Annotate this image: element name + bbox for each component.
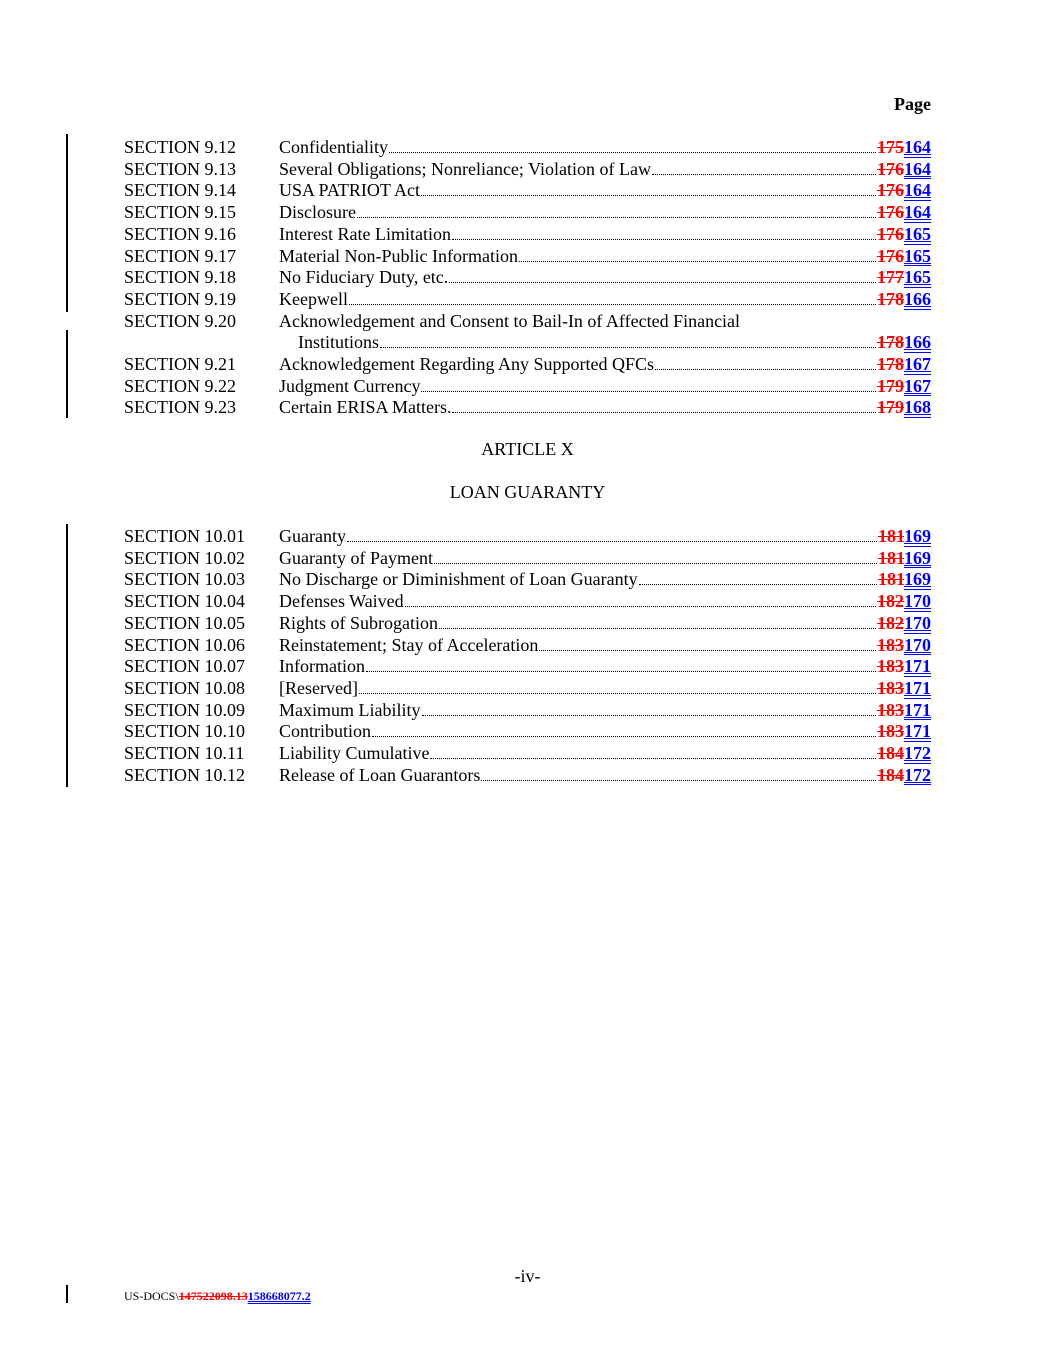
- deleted-page-number: 184: [877, 743, 904, 763]
- inserted-page-number[interactable]: 164: [904, 137, 931, 157]
- toc-page-ref[interactable]: [877, 353, 931, 375]
- section-number: SECTION 9.13: [124, 158, 236, 179]
- toc-entry[interactable]: [124, 158, 931, 180]
- toc-page-ref[interactable]: [877, 375, 931, 397]
- toc-entry-title: [279, 158, 931, 180]
- dot-leader: [421, 376, 876, 392]
- footer-old-id: 147522098.13: [178, 1289, 248, 1303]
- section-number: SECTION 10.11: [124, 743, 245, 763]
- toc-entry-title: [279, 612, 931, 634]
- inserted-page-number[interactable]: 168: [904, 397, 931, 418]
- section-number: SECTION 9.15: [124, 202, 236, 223]
- deleted-page-number: 181: [877, 547, 904, 568]
- toc-page-ref[interactable]: [878, 568, 931, 590]
- toc-title-text: Certain ERISA Matters.: [279, 397, 452, 418]
- toc-page-ref[interactable]: [877, 245, 931, 267]
- footer-prefix: US-DOCS\: [124, 1289, 179, 1303]
- toc-entry-title: [279, 699, 931, 721]
- toc-entry[interactable]: [124, 288, 931, 310]
- toc-entry-title: [279, 547, 931, 569]
- inserted-page-number[interactable]: 170: [904, 591, 931, 612]
- inserted-page-number[interactable]: 171: [904, 656, 931, 677]
- toc-title-text: Keepwell: [279, 288, 348, 309]
- section-number: SECTION 10.10: [124, 721, 245, 742]
- dot-leader: [481, 765, 876, 781]
- section-number: SECTION 10.06: [124, 634, 245, 655]
- toc-title-text: Liability Cumulative: [279, 743, 430, 763]
- toc-page-ref[interactable]: [878, 547, 931, 569]
- deleted-page-number: 183: [877, 721, 904, 742]
- toc-entry-continuation[interactable]: [124, 331, 931, 353]
- toc-entry-title: [279, 245, 931, 267]
- inserted-page-number[interactable]: 165: [904, 223, 931, 244]
- inserted-page-number[interactable]: 169: [904, 547, 931, 568]
- section-number: SECTION 10.09: [124, 699, 245, 720]
- section-number: SECTION 10.07: [124, 656, 245, 677]
- toc-page-ref[interactable]: [877, 742, 931, 764]
- toc-page-ref[interactable]: [877, 158, 931, 180]
- section-number: SECTION 9.20: [124, 310, 236, 331]
- toc-title-text: [Reserved]: [279, 677, 358, 698]
- toc-entry[interactable]: [124, 655, 931, 677]
- toc-title-text: Guaranty: [279, 526, 346, 546]
- section-number: SECTION 9.19: [124, 288, 236, 309]
- toc-title-text: Reinstatement; Stay of Acceleration: [279, 634, 539, 655]
- toc-entry-title: [279, 742, 931, 764]
- deleted-page-number: 179: [877, 375, 904, 396]
- deleted-page-number: 178: [877, 332, 904, 353]
- inserted-page-number[interactable]: 165: [904, 267, 931, 288]
- inserted-page-number[interactable]: 169: [904, 526, 931, 546]
- section-number: SECTION 10.01: [124, 526, 245, 546]
- inserted-page-number[interactable]: 166: [904, 332, 931, 353]
- toc-page-ref[interactable]: [877, 179, 931, 201]
- inserted-page-number[interactable]: 170: [904, 634, 931, 655]
- toc-title-text: Maximum Liability: [279, 699, 421, 720]
- dot-leader: [519, 246, 876, 262]
- toc-entry[interactable]: [124, 353, 931, 375]
- section-number: SECTION 9.18: [124, 267, 236, 288]
- toc-page-ref[interactable]: [878, 525, 931, 547]
- toc-title-text: No Discharge or Diminishment of Loan Guaranty: [279, 569, 638, 590]
- toc-page-ref[interactable]: [877, 634, 931, 656]
- inserted-page-number[interactable]: 171: [904, 721, 931, 742]
- deleted-page-number: 177: [877, 267, 904, 288]
- toc-title-text: Guaranty of Payment: [279, 547, 433, 568]
- toc-entry[interactable]: [124, 201, 931, 223]
- section-number: SECTION 9.23: [124, 397, 236, 418]
- inserted-page-number[interactable]: 164: [904, 158, 931, 179]
- toc-title-text: Several Obligations; Nonreliance; Violation of Law: [279, 158, 651, 179]
- toc-entry[interactable]: [124, 720, 931, 742]
- inserted-page-number[interactable]: 164: [904, 180, 931, 201]
- section-number: SECTION 9.17: [124, 245, 236, 266]
- dot-leader: [366, 656, 876, 672]
- dot-leader: [421, 180, 876, 196]
- toc-entry-title: [279, 266, 931, 288]
- deleted-page-number: 183: [877, 656, 904, 677]
- toc-page-ref[interactable]: [877, 201, 931, 223]
- toc-entry-title: [279, 179, 931, 201]
- toc-page-ref[interactable]: [877, 223, 931, 245]
- section-number: SECTION 10.08: [124, 677, 245, 698]
- change-bar: [66, 134, 68, 312]
- section-number: SECTION 10.04: [124, 591, 245, 612]
- toc-entry-title: [279, 396, 931, 418]
- dot-leader: [452, 224, 876, 240]
- deleted-page-number: 176: [877, 180, 904, 201]
- section-number: SECTION 10.02: [124, 547, 245, 568]
- inserted-page-number[interactable]: 172: [904, 743, 931, 763]
- change-bar: [66, 1285, 68, 1303]
- toc-page-ref[interactable]: [877, 136, 931, 158]
- toc-entry-title: [279, 223, 931, 245]
- toc-title-text: Disclosure: [279, 202, 356, 223]
- page-heading: Page: [894, 94, 931, 114]
- article-subheading: LOAN GUARANTY: [449, 482, 606, 502]
- dot-leader: [655, 354, 876, 370]
- dot-leader: [380, 332, 876, 348]
- section-number: SECTION 9.14: [124, 180, 236, 201]
- change-bar: [66, 330, 68, 418]
- toc-entry[interactable]: [124, 699, 931, 721]
- deleted-page-number: 178: [877, 288, 904, 309]
- inserted-page-number[interactable]: 166: [904, 288, 931, 309]
- toc-entry-title: [279, 720, 931, 742]
- section-number: SECTION 9.16: [124, 223, 236, 244]
- section-number: SECTION 9.22: [124, 375, 236, 396]
- dot-leader: [422, 700, 877, 716]
- dot-leader: [452, 397, 876, 413]
- toc-page-ref[interactable]: [877, 699, 931, 721]
- toc-entry[interactable]: [124, 136, 931, 158]
- dot-leader: [357, 202, 876, 218]
- toc-title-text: No Fiduciary Duty, etc.: [279, 267, 449, 288]
- inserted-page-number[interactable]: 169: [904, 569, 931, 590]
- toc-entry-title: [279, 525, 931, 547]
- toc-entry[interactable]: [124, 612, 931, 634]
- inserted-page-number[interactable]: 171: [904, 677, 931, 698]
- dot-leader: [539, 635, 876, 651]
- deleted-page-number: 182: [877, 612, 904, 633]
- inserted-page-number[interactable]: 167: [904, 354, 931, 374]
- dot-leader: [405, 591, 876, 607]
- toc-entry-title: [279, 201, 931, 223]
- document-id-footer: [124, 1289, 311, 1304]
- inserted-page-number[interactable]: 170: [904, 612, 931, 633]
- toc-title-text: Interest Rate Limitation: [279, 223, 451, 244]
- toc-entry[interactable]: [124, 677, 931, 699]
- toc-entry-title: [279, 375, 931, 397]
- dot-leader: [372, 721, 876, 737]
- toc-entry-title: [279, 568, 931, 590]
- dot-leader: [389, 137, 876, 153]
- toc-page-ref[interactable]: [877, 266, 931, 288]
- toc-page-ref[interactable]: [877, 396, 931, 418]
- section-number: SECTION 10.03: [124, 569, 245, 590]
- article-heading: ARTICLE X: [481, 439, 574, 459]
- toc-entry[interactable]: [124, 764, 931, 786]
- deleted-page-number: 176: [877, 245, 904, 266]
- toc-title-text: USA PATRIOT Act: [279, 180, 421, 201]
- deleted-page-number: 176: [877, 158, 904, 179]
- toc-page-ref[interactable]: [877, 764, 931, 786]
- toc-page-ref[interactable]: [877, 331, 931, 353]
- deleted-page-number: 181: [877, 526, 904, 546]
- toc-entry-title: [279, 310, 931, 332]
- toc-title-text: Rights of Subrogation: [279, 612, 439, 633]
- toc-title-text: Acknowledgement and Consent to Bail-In of Affected Financial: [279, 310, 741, 331]
- deleted-page-number: 182: [877, 591, 904, 612]
- toc-entry[interactable]: [124, 266, 931, 288]
- toc-entry[interactable]: [124, 525, 931, 547]
- toc-entry-title: [279, 634, 931, 656]
- deleted-page-number: 176: [877, 202, 904, 223]
- toc-title-text: Contribution: [279, 721, 372, 742]
- page-number: -iv-: [514, 1266, 541, 1286]
- toc-entry-title: [279, 655, 931, 677]
- toc-entry[interactable]: [124, 590, 931, 612]
- toc-entry[interactable]: [124, 547, 931, 569]
- toc-title-text: Defenses Waived: [279, 591, 404, 612]
- toc-entry[interactable]: [124, 223, 931, 245]
- inserted-page-number[interactable]: 171: [904, 699, 931, 720]
- toc-title-text: Judgment Currency: [279, 375, 421, 396]
- toc-title-text: Release of Loan Guarantors: [279, 764, 481, 785]
- toc-page-ref[interactable]: [877, 677, 931, 699]
- deleted-page-number: 179: [877, 397, 904, 418]
- toc-title-text: Material Non-Public Information: [279, 245, 518, 266]
- dot-leader: [652, 159, 876, 175]
- toc-entry[interactable]: [124, 310, 931, 332]
- toc-title-text: Information: [279, 656, 365, 677]
- dot-leader: [349, 289, 876, 305]
- toc-page-ref[interactable]: [877, 720, 931, 742]
- toc-page-ref[interactable]: [877, 655, 931, 677]
- dot-leader: [639, 569, 877, 585]
- toc-page-ref[interactable]: [877, 288, 931, 310]
- inserted-page-number[interactable]: 172: [904, 764, 931, 785]
- toc-entry[interactable]: [124, 742, 931, 764]
- footer-new-id: 158668077.2: [247, 1289, 311, 1303]
- deleted-page-number: 181: [877, 569, 904, 590]
- inserted-page-number[interactable]: 165: [904, 245, 931, 266]
- toc-entry[interactable]: [124, 568, 931, 590]
- toc-title-text: Confidentiality: [279, 137, 388, 157]
- toc-entry[interactable]: [124, 375, 931, 397]
- toc-entry-title: [279, 288, 931, 310]
- section-number: SECTION 9.12: [124, 137, 236, 157]
- toc-entry[interactable]: [124, 396, 931, 418]
- deleted-page-number: 183: [877, 699, 904, 720]
- deleted-page-number: 183: [877, 677, 904, 698]
- inserted-page-number[interactable]: 167: [904, 375, 931, 396]
- toc-title-text: Institutions: [298, 332, 380, 353]
- dot-leader: [347, 526, 877, 542]
- deleted-page-number: 184: [877, 764, 904, 785]
- toc-page-ref[interactable]: [877, 612, 931, 634]
- dot-leader: [449, 267, 876, 283]
- toc-entry-title: [279, 136, 931, 158]
- toc-entry-title: [298, 331, 931, 353]
- toc-entry[interactable]: [124, 634, 931, 656]
- dot-leader: [359, 678, 876, 694]
- change-bar: [66, 524, 68, 787]
- toc-page-ref[interactable]: [877, 590, 931, 612]
- toc-entry[interactable]: [124, 179, 931, 201]
- section-number: SECTION 10.05: [124, 612, 245, 633]
- dot-leader: [430, 743, 876, 759]
- toc-entry[interactable]: [124, 245, 931, 267]
- deleted-page-number: 176: [877, 223, 904, 244]
- toc-entry-title: [279, 677, 931, 699]
- inserted-page-number[interactable]: 164: [904, 202, 931, 223]
- toc-title-text: Acknowledgement Regarding Any Supported QFCs: [279, 354, 654, 374]
- section-number: SECTION 9.21: [124, 354, 236, 374]
- section-number: SECTION 10.12: [124, 764, 245, 785]
- dot-leader: [439, 613, 876, 629]
- deleted-page-number: 175: [877, 137, 904, 157]
- toc-entry-title: [279, 590, 931, 612]
- toc-entry-title: [279, 764, 931, 786]
- dot-leader: [434, 548, 877, 564]
- deleted-page-number: 178: [877, 354, 904, 374]
- deleted-page-number: 183: [877, 634, 904, 655]
- toc-entry-title: [279, 353, 931, 375]
